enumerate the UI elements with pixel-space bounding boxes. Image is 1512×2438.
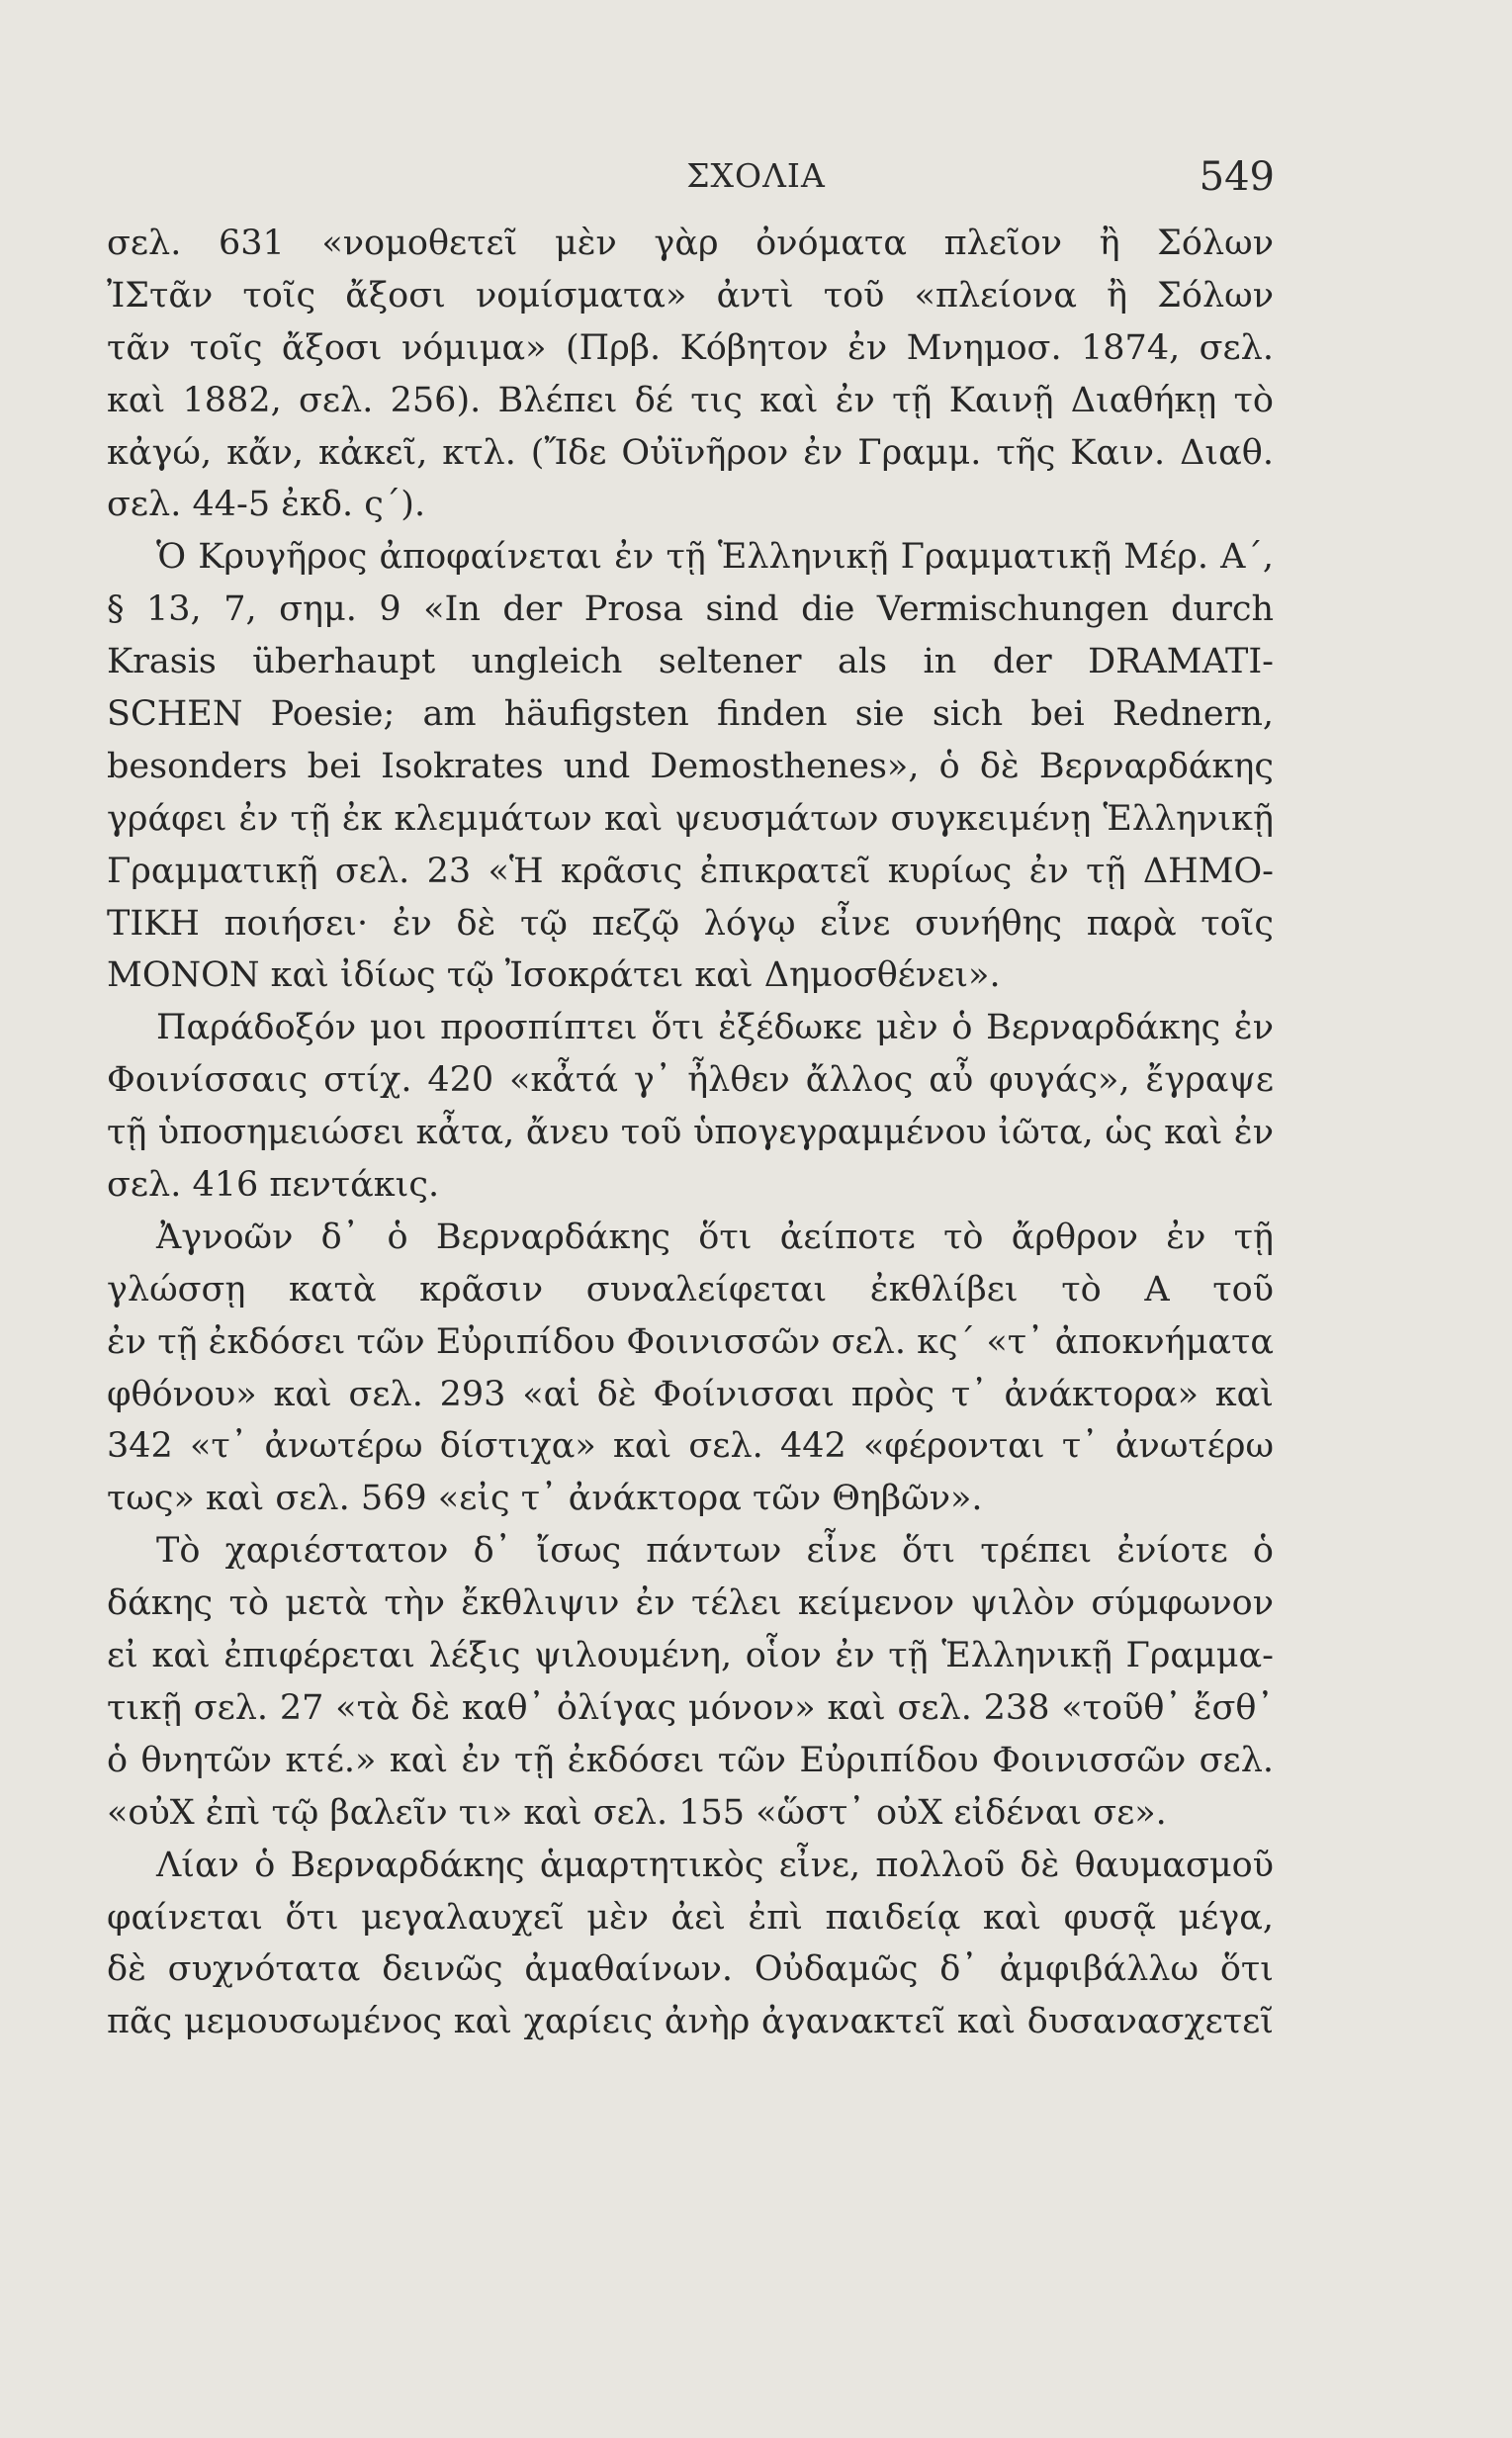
body-text — [107, 218, 1274, 2048]
page-number: 549 — [1199, 154, 1275, 200]
text-line: ὁ θνητῶν κτέ.» καὶ ἐν τῇ ἐκδόσει τῶν Εὐριπίδου Φοινισσῶν σελ. — [107, 1740, 1274, 1780]
text-line: σελ. 416 πεντάκις. — [107, 1165, 440, 1206]
text-line: τῇ ὑποσημειώσει κἆτα, ἄνευ τοῦ ὑπογεγραμμένου ἰῶτα, ὡς καὶ ἐν — [107, 1113, 1274, 1153]
text-line: ἸΣτᾶν τοῖς ἄξοσι νομίσματα» ἀντὶ τοῦ «πλείονα ἢ Σόλων — [107, 275, 1274, 316]
text-line: φθόνου» καὶ σελ. 293 «αἱ δὲ Φοίνισσαι πρὸς τ᾿ ἀνάκτορα» καὶ — [107, 1374, 1274, 1414]
text-line: SCHEN Poesie; am häufigsten finden sie sich bei Rednern, — [107, 694, 1274, 735]
text-line: ἐν τῇ ἐκδόσει τῶν Εὐριπίδου Φοινισσῶν σελ. κς΄ «τ᾿ ἀποκνήματα — [107, 1321, 1274, 1362]
text-line: δάκης τὸ μετὰ τὴν ἔκθλιψιν ἐν τέλει κείμενον ψιλὸν σύμφωνον — [107, 1583, 1274, 1624]
text-line: § 13, 7, σημ. 9 «In der Prosa sind die Vermischungen durch — [107, 589, 1274, 630]
text-line: σελ. 44-5 ἐκδ. ς΄). — [107, 485, 426, 525]
text-line: σελ. 631 «νομοθετεῖ μὲν γὰρ ὀνόματα πλεῖον ἢ Σόλων — [107, 224, 1274, 263]
text-line: Φοινίσσαις στίχ. 420 «κἆτά γ᾿ ἦλθεν ἄλλος αὖ φυγάς», ἔγραψε — [107, 1060, 1274, 1101]
text-line: Γραμματικῇ σελ. 23 «Ἡ κρᾶσις ἐπικρατεῖ κυρίως ἐν τῇ ΔΗΜΟ- — [107, 851, 1274, 891]
text-line: Παράδοξόν μοι προσπίπτει ὅτι ἐξέδωκε μὲν ὁ Βερναρδάκης ἐν — [156, 1008, 1274, 1048]
text-line: πᾶς μεμουσωμένος καὶ χαρίεις ἀνὴρ ἀγανακτεῖ καὶ δυσανασχετεῖ — [107, 2002, 1274, 2042]
text-line: τικῇ σελ. 27 «τὰ δὲ καθ᾿ ὀλίγας μόνον» καὶ σελ. 238 «τοῦθ᾿ ἔσθ᾿ — [107, 1687, 1274, 1728]
text-line: φαίνεται ὅτι μεγαλαυχεῖ μὲν ἀεὶ ἐπὶ παιδείᾳ καὶ φυσᾷ μέγα, — [107, 1897, 1274, 1938]
text-line: besonders bei Isokrates und Demosthenes», ὁ δὲ Βερναρδάκης — [107, 746, 1274, 786]
text-line: «οὐΧ ἐπὶ τῷ βαλεῖν τι» καὶ σελ. 155 «ὥστ᾿ οὐΧ εἰδέναι σε». — [107, 1792, 1167, 1833]
text-line: Ὁ Κρυγῆρος ἀποφαίνεται ἐν τῇ Ἑλληνικῇ Γραμματικῇ Μέρ. Α΄, — [156, 537, 1274, 578]
text-line: ΤΙΚΗ ποιήσει· ἐν δὲ τῷ πεζῷ λόγῳ εἶνε συνήθης παρὰ τοῖς — [107, 903, 1274, 944]
text-line: δὲ συχνότατα δεινῶς ἀμαθαίνων. Οὐδαμῶς δ᾿ ἀμφιβάλλω ὅτι — [107, 1949, 1274, 1990]
text-line: εἰ καὶ ἐπιφέρεται λέξις ψιλουμένη, οἷον ἐν τῇ Ἑλληνικῇ Γραμμα- — [107, 1636, 1274, 1676]
text-line: κἀγώ, κἄν, κἀκεῖ, κτλ. (Ἴδε Οὐϊνῆρον ἐν Γραμμ. τῆς Καιν. Διαθ. — [107, 432, 1274, 473]
text-line: τᾶν τοῖς ἄξοσι νόμιμα» (Πρβ. Κόβητον ἐν Μνημοσ. 1874, σελ. — [107, 327, 1274, 368]
text-line: Τὸ χαριέστατον δ᾿ ἴσως πάντων εἶνε ὅτι τρέπει ἐνίοτε ὁ — [156, 1531, 1274, 1572]
running-title: ΣΧΟΛΙΑ — [686, 156, 826, 195]
text-line: τως» καὶ σελ. 569 «εἰς τ᾿ ἀνάκτορα τῶν Θηβῶν». — [107, 1479, 983, 1519]
text-line: Ἀγνοῶν δ᾿ ὁ Βερναρδάκης ὅτι ἀείποτε τὸ ἄρθρον ἐν τῇ — [156, 1217, 1274, 1257]
text-line: 342 «τ᾿ ἀνωτέρω δίστιχα» καὶ σελ. 442 «φέρονται τ᾿ ἀνωτέρω — [107, 1426, 1274, 1467]
text-line: καὶ 1882, σελ. 256). Βλέπει δέ τις καὶ ἐν τῇ Καινῇ Διαθήκῃ τὸ — [107, 380, 1274, 420]
text-line: Krasis überhaupt ungleich seltener als in der DRAMATI- — [107, 642, 1274, 682]
text-line: γράφει ἐν τῇ ἐκ κλεμμάτων καὶ ψευσμάτων συγκειμένῃ Ἑλληνικῇ — [107, 798, 1274, 839]
text-line: Λίαν ὁ Βερναρδάκης ἁμαρτητικὸς εἶνε, πολλοῦ δὲ θαυμασμοῦ — [156, 1845, 1274, 1885]
running-header — [0, 156, 1512, 206]
text-line: γλώσσῃ κατὰ κρᾶσιν συναλείφεται ἐκθλίβει τὸ Α τοῦ — [107, 1269, 1274, 1309]
text-line: ΜΟΝΟΝ καὶ ἰδίως τῷ Ἰσοκράτει καὶ Δημοσθένει». — [107, 955, 1001, 996]
